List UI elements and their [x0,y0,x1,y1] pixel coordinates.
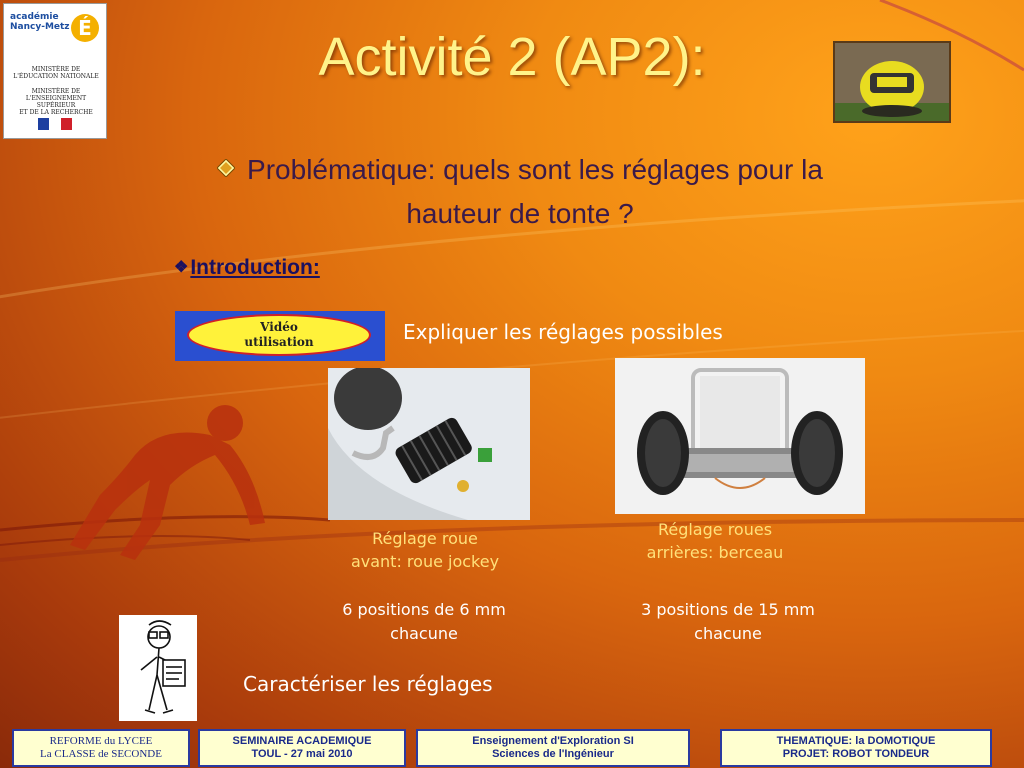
video-label-line-2: utilisation [244,335,314,349]
rear-caption-line-1: Réglage roues [657,520,773,539]
robot-mower-photo [833,41,951,123]
rear-positions-line-1: 3 positions de 15 mm [641,600,815,619]
footer-enseignement: Enseignement d'Exploration SI Sciences de l'Ingénieur [416,729,690,767]
front-positions-text [290,598,558,646]
front-wheel-caption [300,527,550,573]
runner-silhouette-icon [40,395,270,565]
bullet-diamond-icon [217,159,235,177]
problem-line-2: hauteur de tonte ? [406,198,634,229]
ministry-higher-ed: MINISTÈRE DE L'ENSEIGNEMENT SUPÉRIEUR ET DE LA RECHERCHE [19,88,93,116]
problem-line-1: Problématique: quels sont les réglages pour la [247,154,823,185]
ministry-education: MINISTÈRE DE L'ÉDUCATION NATIONALE [13,66,99,80]
slide-title: Activité 2 (AP2): [318,27,706,87]
footer-thematique: THEMATIQUE: la DOMOTIQUE PROJET: ROBOT TONDEUR [720,729,992,767]
character-sketch-icon [119,615,197,721]
video-label-line-1: Vidéo [260,320,298,334]
introduction-label: Introduction: [190,256,320,279]
characterize-text: Caractériser les réglages [243,672,493,696]
logo-line-2: Nancy-Metz [10,22,70,32]
rear-positions-text [592,598,864,646]
diamond-bullet-icon: ❖ [174,259,189,276]
front-positions-line-1: 6 positions de 6 mm [342,600,506,619]
logo-line-1: académie [10,12,59,22]
svg-text:É: É [78,16,92,40]
rear-caption-line-2: arrières: berceau [646,543,784,562]
front-positions-line-2: chacune [390,624,458,643]
rear-wheel-caption [590,518,840,564]
video-button[interactable] [175,311,385,361]
front-caption-line-2: avant: roue jockey [350,552,500,571]
problem-statement [120,148,920,236]
front-caption-line-1: Réglage roue [372,529,478,548]
footer-reforme: REFORME du LYCEE La CLASSE de SECONDE [12,729,190,767]
explain-text: Expliquer les réglages possibles [403,320,723,344]
french-flag-icon [38,118,72,130]
introduction-heading [174,256,320,280]
video-button-label [187,314,371,356]
rear-wheels-photo [615,358,865,514]
rear-positions-line-2: chacune [694,624,762,643]
footer-seminaire: SEMINAIRE ACADEMIQUE TOUL - 27 mai 2010 [198,729,406,767]
front-wheel-photo [328,368,530,520]
